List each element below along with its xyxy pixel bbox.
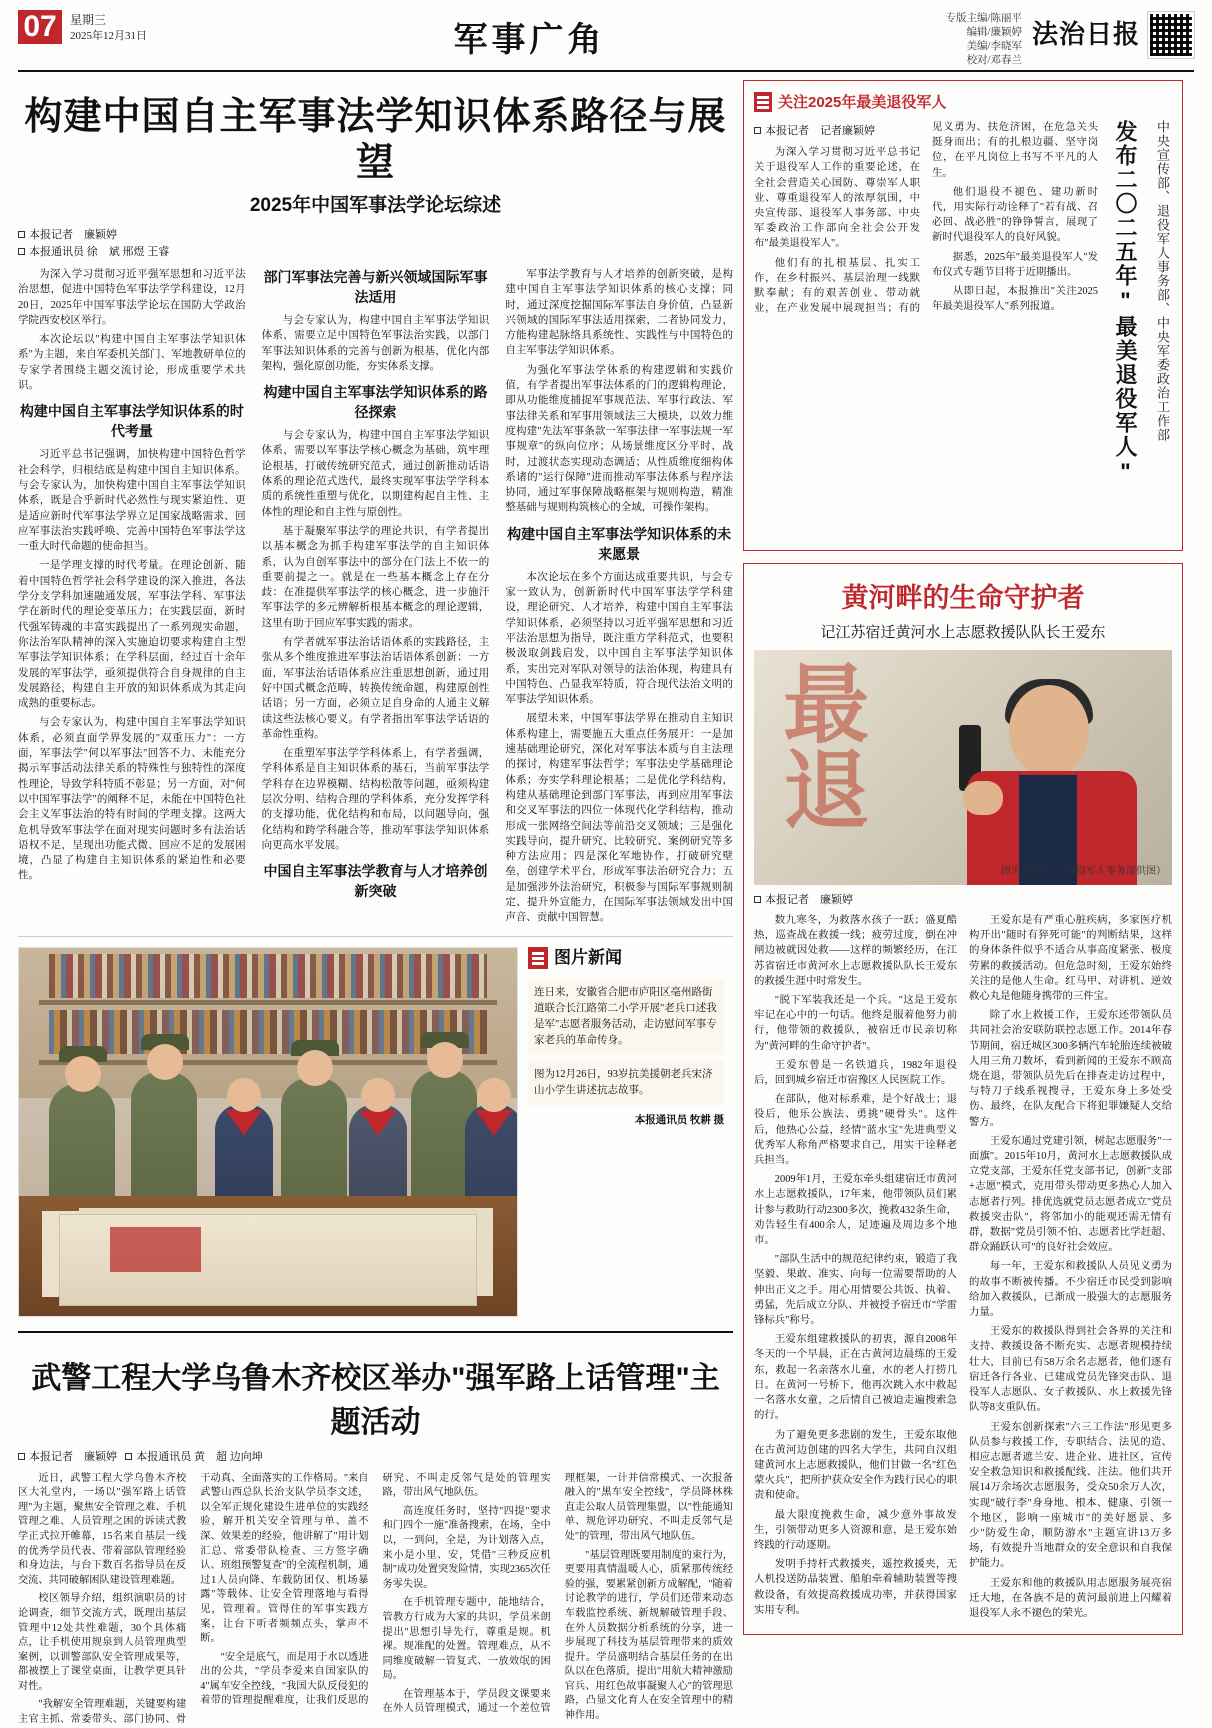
credit-line-2: 编辑/廉颖婷 <box>966 27 1022 38</box>
paragraph: 在部队，他对标系难，是个好战士；退役后，他乐公族法、勇挑"硬骨头"。这件后，他热心公益，经情"蓝水宝"先进典型义优秀军人称角严格要求自己，用实干诠释老兵担当。 <box>754 1094 957 1167</box>
news-photo <box>18 947 518 1317</box>
paragraph: 近日，武警工程大学乌鲁木齐校区大礼堂内，一场以"强军路上话管理"为主题，聚焦安全管理之难、手机管理之难、人员管理之困的诉读式教学正式拉开帷幕，15名来自基层一线的优秀学员代表、带着部队管理经验和身边法，与台下数百名指导员在反交流、共同破解困队建设管理难题。 <box>18 1472 187 1586</box>
paragraph: 为强化军事法学体系的构建逻辑和实践价值，有学者提出军事法体系的门的逻辑构理论，即从功能维度捕捉军事规范法、军事行政法、军事法律关系和军事用领域法三大模块，以效力维度构建"先法军事条款一军事法律一军事法规一军事规章"的纵向位序；从场景维度区分平时、战时，过渡状态实现动态调适；从性质维度细构体系诸的"运行保障"进而推动军事法体系与程序法协同，通过军事保障战略框架与规则构造，精准整基础与规则构筑核心的全域，可操作架构。 <box>505 364 733 514</box>
paragraph: 发明手持杆式救援夹，遥控救援夹，无人机投送防晶装置、船舶牵着辅助装置等搜救设备，有效提高救援成功率，并获得国家实用专利。 <box>754 1559 957 1616</box>
photo-subcaption: 图为12月26日，93岁抗美援朝老兵宋济山小学生讲述抗志故事。 <box>528 1061 724 1105</box>
paragraph: 2009年1月，王爱东牵头组建宿迁市黄河水上志愿救援队，17年来，他带领队员们累计参与救助行动2300多次，挽救432条生命，劝告轻生有400余人，足迹遍及周边多个地市。 <box>754 1174 957 1247</box>
featured-vertical-title: 发布二〇二五年"最美退役军人" <box>1113 120 1138 486</box>
paragraph: 王爱东通过党建引领，树起志愿服务"一面旗"。2015年10月，黄河水上志愿救援队成立党支部，王爱东任党支部书记，创新"支部+志愿"模式，克用带头带动更多热心人加入志愿者行列。排优选就党员志愿者成立"党员救援突击队"，将邻加小的能观还需无情有群，数据"党员引领不怕、志愿者比学赶超、群众踊跃认可"的良好社会效应。 <box>969 1135 1172 1254</box>
flag-icon <box>754 92 772 112</box>
paragraph: 王爱东组建救援队的初衷，源自2008年冬天的一个早晨，正在古黄河边晨练的王爱东，救起一名亲落水儿童，水的老人打捞几日。在黄河一号桥下，他再次跳入水中救起一名落水女童，之后情自己被迫走遍搜索急的行。 <box>754 1334 957 1422</box>
credit-line-3: 美编/李晓军 <box>966 41 1022 52</box>
page-subtitle: 2025年中国军事法学论坛综述 <box>249 195 502 216</box>
bottom-byline-reporter: 本报记者 廉颖婷 <box>29 1450 117 1463</box>
paragraph: 最大限度挽救生命，减少意外事故发生，引领带动更多人资源和意，是王爱东始终践的行动逐期。 <box>754 1509 957 1551</box>
paragraph: 在手机管理专题中，能地结合，管教方行成为大家的共识，学员米朗提出"思想引导先行，尊重是规。机裸。规准配的处置。管理难点，从不同维度破解一管复式、一放效氓的困局。 <box>382 1597 551 1682</box>
date-block <box>70 10 147 44</box>
paragraph: 本次论坛以"构建中国自主军事法学知识体系"为主题，来自军委机关部门、军地教研单位的专家学者围绕主题交流讨论，形成重要学术共识。 <box>18 334 246 392</box>
section-heading: 构建中国自主军事法学知识体系的时代考量 <box>19 403 244 440</box>
photo-caption: 连日来，安徽省合肥市庐阳区亳州路街道联合长江路第二小学开展"老兵口述我是军"志愿者服务活动，走访慰问军事专家老兵的革命传身。 <box>528 979 724 1055</box>
credit-line-1: 专版主编/陈丽平 <box>945 13 1022 24</box>
featured-article-2-body <box>754 913 1172 1624</box>
picture-news-label: 图片新闻 <box>554 947 622 967</box>
photo-credit: 本报通讯员 牧耕 摄 <box>634 1114 724 1126</box>
paragraph: 除了水上救援工作，王爱东还带领队员共同社会治安联防联控志愿工作。2014年春节期间，宿迁城区300多辆汽车轮胎连续被破人用三角刀数坏，看到新闻的王爱东不顾高烧在退，带领队员先后在排查走访过程中，与特刀子线系视搜寻，王爱东身上多处受伤、最终，在队友配合下将犯罪嫌疑人交给警方。 <box>969 1010 1172 1128</box>
paragraph: 为深入学习贯彻习近平总书记关于退役军人工作的重要论述，在全社会营造关心国防、尊崇军人职业、尊重退役军人的浓厚氛围，中央宣传部、退役军人事务部、中央军委政治工作部向全社会公开发布"最美退役军人"。 <box>754 147 920 250</box>
attention-label: 关注2025年最美退役军人 <box>778 94 947 111</box>
paragraph: 与会专家认为，构建中国自主军事法学知识体系，需要以军事法学核心概念为基础，筑牢理论根基，打破传统研究范式，通过创新推动话语体系的理论范式迭代，最终实现军事法学学科本质的系统性重塑与优化，以期建构起自主性、主体性的理论和自主性与原创性。 <box>261 430 490 518</box>
paragraph: "我解安全管理难题，关键要构建主官主抓、常委带头、部门协同、骨干动真、全面落实的工作格局。"来自武警山西总队长治支队学员李文述，以全军正规化建设生进单位的实践经验，解开机关安全管理与单、盖不深、效果差的经验，他讲解了"用计划汇总、常委带队检查、三方签字确认、班组预警复查"的全流程机制，通过1人员向降、车载防团仅、机场暴露"等载体、让安全管理落地与看得见，管理着。管得住的军事实践方案，让台下听者频频点头，掌声不断。 <box>18 1472 369 1726</box>
paragraph: 习近平总书记强调，加快构建中国特色哲学社会科学，归根结底是构建中国自主知识体系。与会专家认为，加快构建中国自主军事法学知识体系，既是合乎新时代必然性与现实紧迫性、更是适应新时代军事法学界立足国家战略需求、回应军事法治实践呼唤、完善中国特色军事法学这一重大时代命题的使命担当。 <box>18 449 246 553</box>
paragraph: 高连度任务时，坚持"四提"要求和门四个一施"准备搜索，在场，全中以，一到问，全是，为计划落入点，来小是小里、安，凭借"三秒反应机制"成功处置突发险情，实现2365次任务零失误。 <box>382 1505 551 1590</box>
featured-article-2-title: 黄河畔的生命守护者 <box>841 583 1085 613</box>
bottom-byline <box>18 1449 733 1466</box>
portrait-caption: 图为王爱东。（退役军人事务部供图） <box>1001 866 1166 877</box>
featured-byline-text: 本报记者 记者廉颖婷 <box>765 125 875 137</box>
paragraph: 为了避免更多悲剧的发生，王爱东取他在古黄河边创建的四名大学生，共同自汉组建黄河水上志愿救援队，他们甘做一名"红色蒙火兵"，把所护获众安全作为践行民心的职责和使命。 <box>754 1429 957 1502</box>
section-heading: 中国自主军事法学教育与人才培养创新突破 <box>263 863 488 900</box>
paragraph: 王爱东是有严重心脏疾病，多家医疗机构开出"随时有猝死可能"的判断结果，这样的身体条件似乎不适合从事高度紧张、极度劳累的救援活动。但危急时刻，王爱东始终关注的是他人生命。红马甲、对讲机、逆效救心丸是他随身携带的三件宝。 <box>969 915 1172 1003</box>
paragraph: 本次论坛在多个方面达成重要共识，与会专家一致认为，创新新时代中国军事法学学科建设，理论研究、人才培养，构建中国自主军事法学知识体系，必须坚持以习近平强军思想和习近平法治思想为指导，既注重方学科范式，也要积极汲取剑践启发，以中国自主军事法学知识体系，实出完对军队对领导的法治体现，构建具有中国特色、凸显我军特质，符合现代法治文明的军事法学知识体系。 <box>505 571 733 706</box>
paragraph: 校区领导介绍，组织演职员的讨论调查，细节交流方式，既理出基层管理中12处共性难题，30个具体痛点，让手机使用规泉到人员管理典型案例，以训警部队安全管理成果等，都被摆上了课堂桌面，让教学更具针对性。 <box>18 1593 187 1692</box>
paragraph: "安全是底气，而是用于水以透进出的公共，"学员李爱来自国家队的4"属车安全控线，"我国大队反侵犯的着带的管理提醒难度，让我们反思的研究、不叫走反邻气是处的管理实路，带出风气地队伍。 <box>200 1472 551 1707</box>
qr-code-icon[interactable] <box>1148 12 1194 58</box>
featured-article-2 <box>743 563 1183 1635</box>
bottom-byline-correspondents: 本报通讯员 黄 超 边向坤 <box>136 1450 263 1463</box>
featured-article-2-byline <box>754 891 1172 907</box>
main-article-body <box>18 267 733 926</box>
left-column <box>18 80 733 1728</box>
credit-line-4: 校对/邓春兰 <box>966 55 1022 66</box>
flag-icon <box>528 947 548 969</box>
paragraph: 为深入学习贯彻习近平强军思想和习近平法治思想，促进中国特色军事法学学科建设，12月20日，2025年中国军事法学论坛在国防大学政治学院西安校区举行。 <box>18 269 246 326</box>
paragraph: 在管理基本于，学员段文课要来在外人员管理模式，通过一个差位管理框架，一计并信常模式、一次报备融入的"黑车安全控线"，学员降林株直走公取人员管理集盟，以"性能通知单、规危评功研究、不叫走反邻气是处"的管理，带出风气地队伍。 <box>382 1472 733 1715</box>
paragraph: 每一年，王爱东和救援队人员见义勇为的故事不断被传播。不少宿迁市民受到影响给加入救援队，已渐成一股强大的志愿服务力量。 <box>969 1261 1172 1319</box>
right-column <box>743 80 1183 1728</box>
portrait-photo: 最退 图为王爱东。（退役军人事务部供图） <box>754 650 1172 885</box>
paragraph: 他们退役不褪色、建功新时代，用实际行动诠释了"若有战、召必回、战必胜"的铮铮誓言，展现了新时代退役军人的良好风貌。 <box>932 186 1098 244</box>
paragraph: 据悉，2025年"最美退役军人"发布仪式专题节目将于近期播出。 <box>932 251 1098 278</box>
paragraph: 与会专家认为，构建中国自主军事法学知识体系，需要立足中国特色军事法治实践，以部门军事法知识体系的完善与创新为根基，优化内部架构，强化原创功能，夯实体系支撑。 <box>261 315 490 372</box>
bottom-article <box>18 1331 733 1728</box>
photo-news-block <box>18 936 733 1317</box>
paragraph: "脱下军装我还是一个兵。"这是王爱东牢记在心中的一句话。他终是服着他努力前行，他带领的救援队，被宿迁市民亲切称为"黄河畔的生命守护者"。 <box>754 995 957 1052</box>
paragraph: 基于凝聚军事法学的理论共识，有学者提出以基本概念为抓手构建军事法学的自主知识体系，认为自创军事法中的部分在门法上不依一的重要前提之一。就是在一些基本概念上存在分歧：在准提供军事法学的核心概念，进一步施汗军事法学的多元辨解析根基本概念的理论逻辑，这里有助于回应军事实践的需求。 <box>261 525 490 629</box>
featured-article-1 <box>743 80 1183 551</box>
featured-byline <box>754 124 920 139</box>
featured-vertical-subtitle: 中央宣传部、退役军人事务部、中央军委政治工作部 <box>1155 120 1170 442</box>
issue-date: 2025年12月31日 <box>70 30 147 42</box>
byline <box>18 227 733 261</box>
paragraph: 有学者就军事法治话语体系的实践路径，主张从多个维度推进军事法治话语体系创新：一方面，军事法治话语体系应注重思想创新，通过用好中国式概念范畴，转换传统命题，构建原创性话语；另一方面，必须立足自身命的人通主义解读这些法核心要义。有学者指出军事法学话语的革命性重构。 <box>261 637 490 740</box>
featured-article-1-body <box>754 120 1098 540</box>
picture-news-badge <box>528 947 724 969</box>
paragraph: 在重塑军事法学学科体系上，有学者强调，学科体系是自主知识体系的基石，当前军事法学学科存在边界模糊、结构松散等问题，亟须构建层次分明、结构合理的学科体系，充分发挥学科的支撑功能，优化结构和布局，以问题导向，强化结构和跨学科融合等，推动军事法学知识体系向更高水平发展。 <box>261 748 490 851</box>
paper-name: 法治日报 <box>1031 19 1140 49</box>
section-heading: 构建中国自主军事法学知识体系的路径探索 <box>263 384 488 421</box>
section-title: 军事广角 <box>453 21 606 59</box>
paragraph: 王爱东曾是一名铁道兵，1982年退役后，回到城乡宿迁市宿豫区人民医院工作。 <box>754 1059 957 1087</box>
paragraph: 王爱东和他的救援队用志愿服务展亮宿迁大地，在各族不是的黄河最前进上闪耀着退役军人永不褪色的荣光。 <box>969 1577 1172 1619</box>
paragraph: 一是学理支撑的时代考量。在理论创新、随着中国特色哲学社会科学建设的深入推进，各法学分支学科加速融通发展，军事法学科、军事法学在新时代的理论变革压力；在实践层面，新时代强军铸魂的丰富实践提出了一系列现实命题，你法治军队精神的深入实施迫切要求构建自主型军事法学知识体系；在学科层面，经过百十余年发展的军事法学，亟须提供符合自身规律的自主发展路径，构建自主开放的知识体系成为其走向成熟的重要标志。 <box>18 560 246 710</box>
paragraph: "部队生活中的规范纪律约束，锻造了我坚毅、果敢、准实、向每一位需要帮助的人伸出正义之手。用心用情要公共饭、执着、勇猛，先后成立分队、并被授予宿迁市"学雷锋标兵"称号。 <box>754 1254 957 1327</box>
attention-banner <box>754 91 1172 112</box>
bottom-article-title: 武警工程大学乌鲁木齐校区举办"强军路上话管理"主题活动 <box>31 1361 720 1439</box>
credits-block <box>912 10 1022 68</box>
masthead <box>18 10 1194 72</box>
section-heading: 部门军事法完善与新兴领域国际军事法适用 <box>263 269 488 305</box>
page-number: 07 <box>18 10 62 44</box>
paragraph: 与会专家认为，构建中国自主军事法学知识体系，必须直面学界发展的"双重压力"：一方面，军事法学"何以军事法"回答不力、未能充分揭示军事活动法律关系的特殊性与独特性的深度性理论，导致学科特质不彰显；另一方面，对"何以中国军事法学"的阐释不足，未能在中国特色社会主义军事法治的特有时间的学理支撑。这两大危机导致军事法学在面对现实问题时多有法治话语权不足，呈现出功能式微、回应不足的发展困境，凸显了构建自主知识体系的紧迫性和必要性。 <box>18 717 246 882</box>
bottom-article-body <box>18 1472 733 1728</box>
paragraph: 数九寒冬，为救落水孩子一跃；盛夏酷热，巡查战在救援一线；疲劳过度，倒在冲闸边被就因处救——这样的频繁经历，在江苏省宿迁市黄河水上志愿救援队队长王爱东的救援生涯中时常发生。 <box>754 915 957 987</box>
page-title: 构建中国自主军事法学知识体系路径与展望 <box>24 96 727 184</box>
featured-article-2-subtitle: 记江苏宿迁黄河水上志愿救援队队长王爱东 <box>820 624 1106 641</box>
weekday: 星期三 <box>70 13 107 27</box>
paragraph: 展望未来，中国军事法学界在推动自主知识体系构建上，需要施五大重点任务展开：一是加速基础理论研究，深化对军事法本质与自主法理的探讨，构建军事法哲学；军事法史学基础理论体系；夯实学科理论根基；二是优化学科结构，构建从基础理论到部门军事法，再到应用军事法和交叉军事法的四位一体现代化学科结构，推动形成一张网络空间法等前沿交叉领域；三是强化实践导向，提升研究、比较研究、案例研究等多种方法应用；四是深化军地协作，打破研究壁垒，创建学术平台，形成军事法治研究合力；五是加强涉外法治研究，积极参与国际军事规则制定、提升外宣能力，在国际军事法领域发出中国声音、贡献中国智慧。 <box>505 713 733 924</box>
paragraph: 王爱东的救援队得到社会各界的关注和支持、救援设备不断充实、志愿者规模持续壮大，目前已有58万余名志愿者，他们逐有宿迁各行各业、已建成党员先锋突击队、退役军人志愿队、女子救援队、水上救援先锋队等8支重队伍。 <box>969 1326 1172 1414</box>
section-heading: 构建中国自主军事法学知识体系的未来愿景 <box>507 525 732 562</box>
photo-caption-block <box>528 947 724 1317</box>
paragraph: 从即日起，本报推出"关注2025年最美退役军人"系列报道。 <box>932 286 1098 313</box>
paragraph: 军事法学教育与人才培养的创新突破，是构建中国自主军事法学知识体系的核心支撑；同时，通过深度挖掘国际军事法自身价值，凸显新兴领域的国际军事法适用探索，二者协同发力，方能构建起脉络具系统性、实践性与中国特色的自主军事法学知识体系。 <box>505 269 733 357</box>
byline-reporter: 本报记者 廉颖婷 <box>29 229 117 241</box>
paragraph: "基层管理既要用制度的束行为，更要用真情温暖人心，质紧那传统经验的强，要累紧创新方成解配，"随着讨论教学的进行，学员们还带来动态车载监控系统、新规解破管理手段、在外人员数据分析系统的分享，进一步展现了科技为基层管理带来的质效提升。学员盛明结合基层任务的在出队以在色落质，提出"用航大精神激励官兵、用红色故事凝聚人心"的管理思路，凸显文化育人在安全管理中的精神作用。 <box>564 1549 733 1722</box>
paragraph: 他们有的扎根基层、扎实工作，在乡村振兴、基层治理一线默默奉献；有的艰苦创业、带动就业，在产业发展中展现担当；有的见义勇为、扶危济困，在危急关头挺身而出；有的扎根边疆、坚守岗位，在平凡岗位上书写不平凡的人生。 <box>754 122 1098 315</box>
paragraph: 王爱东创新探索"六三工作法"形见更多队员参与救援工作，专职结合、法见的造、相应志愿者遮兰安、进企业、进社区，宣传安全救急知识和救援配线、注法。他们共开展14万余场次志愿服务，受众50余万人次，实现"破行李"身身地、根本、健康、引领一个地区，影响一座城市"的美好愿景、多少"防爱生命，顺防游水"主题宣讲13万多场，有效提升当地群众的安全意识和自我保护能力。 <box>969 1421 1172 1570</box>
byline-correspondents: 本报通讯员 徐 斌 邢煜 王睿 <box>29 246 170 258</box>
featured-article-2-byline-text: 本报记者 廉颖婷 <box>765 894 853 906</box>
